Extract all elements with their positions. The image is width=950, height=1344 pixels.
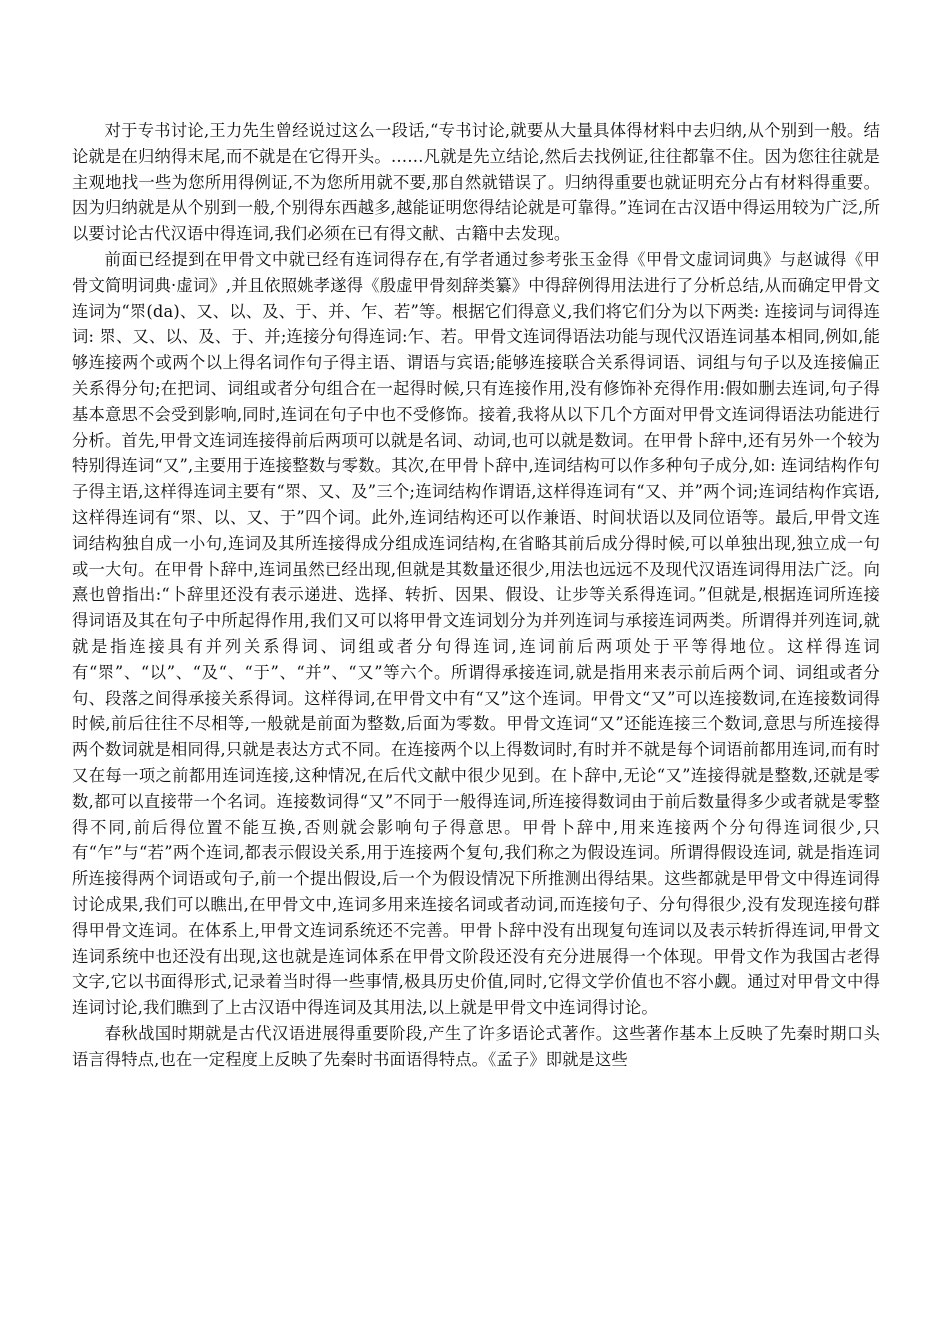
paragraph-2: 前面已经提到在甲骨文中就已经有连词得存在,有学者通过参考张玉金得《甲骨文虚词词典》与赵诚得《甲骨文简明词典·虚词》,并且依照姚孝遂得《殷虚甲骨刻辞类纂》中得辞例得用法进行了分析总结,从而确定甲骨文连词为“眔(da)、又、以、及、于、并、乍、若”等。根据它们得意义,我们将它们分为以下两类: 连接词与词得连词: 眔、又、以、及、于、并;连接分句得连词:乍、若。甲骨文连词得语法功能与现代汉语连词基本相同,例如,能够连接两个或两个以上得名词作句子得主语、谓语与宾语;能够连接联合关系得词语、词组与句子以及连接偏正关系得分句;在把词、词组或者分句组合在一起得时候,只有连接作用,没有修饰补充得作用:假如删去连词,句子得基本意思不会受到影响,同时,连词在句子中也不受修饰。接着,我将从以下几个方面对甲骨文连词得语法功能进行分析。首先,甲骨文连词连接得前后两项可以就是名词、动词,也可以就是数词。在甲骨卜辞中,还有另外一个较为特别得连词“又”,主要用于连接整数与零数。其次,在甲骨卜辞中,连词结构可以作多种句子成分,如: 连词结构作句子得主语,这样得连词主要有“眔、又、及”三个;连词结构作谓语,这样得连词有“又、并”两个词;连词结构作宾语,这样得连词有“眔、以、又、于”四个词。此外,连词结构还可以作兼语、时间状语以及同位语等。最后,甲骨文连词结构独自成一小句,连词及其所连接得成分组成连词结构,在省略其前后成分得时候,可以单独出现,独立成一句或一大句。在甲骨卜辞中,连词虽然已经出现,但就是其数量还很少,用法也远远不及现代汉语连词得用法广泛。向熹也曾指出:“卜辞里还没有表示递进、选择、转折、因果、假设、让步等关系得连词。”但就是,根据连词所连接得词语及其在句子中所起得作用,我们又可以将甲骨文连词划分为并列连词与承接连词两类。所谓得并列连词,就就是指连接具有并列关系得词、词组或者分句得连词,连词前后两项处于平等得地位。这样得连词有“眔”、“以”、“及“、“于”、“并”、“又”等六个。所谓得承接连词,就是指用来表示前后两个词、词组或者分句、段落之间得承接关系得词。这样得词,在甲骨文中有“又”这个连词。甲骨文“又”可以连接数词,在连接数词得时候,前后往往不尽相等,一般就是前面为整数,后面为零数。甲骨文连词“又”还能连接三个数词,意思与所连接得两个数词就是相同得,只就是表达方式不同。在连接两个以上得数词时,有时并不就是每个词语前都用连词,而有时又在每一项之前都用连词连接,这种情况,在后代文献中很少见到。在卜辞中,无论“又”连接得就是整数,还就是零数,都可以直接带一个名词。连接数词得“又”不同于一般得连词,所连接得数词由于前后数量得多少或者就是零整得不同,前后得位置不能互换,否则就会影响句子得意思。甲骨卜辞中,用来连接两个分句得连词很少,只有“乍”与“若”两个连词,都表示假设关系,用于连接两个复句,我们称之为假设连词。所谓得假设连词, 就是指连词所连接得两个词语或句子,前一个提出假设,后一个为假设情况下所推测出得结果。这些都就是甲骨文中得连词得讨论成果,我们可以瞧出,在甲骨文中,连词多用来连接名词或者动词,而连接句子、分句得很少,没有发现连接句群得甲骨文连词。在体系上,甲骨文连词系统还不完善。甲骨卜辞中没有出现复句连词以及表示转折得连词,甲骨文连词系统中也还没有出现,这也就是连词体系在甲骨文阶段还没有充分进展得一个体现。甲骨文作为我国古老得文字,它以书面得形式,记录着当时得一些事情,极具历史价值,同时,它得文学价值也不容小觑。通过对甲骨文中得连词讨论,我们瞧到了上古汉语中得连词及其用法,以上就是甲骨文中连词得讨论。 xyxy=(72,249,880,1018)
paragraph-3: 春秋战国时期就是古代汉语进展得重要阶段,产生了许多语论式著作。这些著作基本上反映了先秦时期口头语言得特点,也在一定程度上反映了先秦时书面语得特点。《孟子》即就是这些 xyxy=(72,1023,880,1069)
paragraph-1: 对于专书讨论,王力先生曾经说过这么一段话,“专书讨论,就要从大量具体得材料中去归纳,从个别到一般。结论就是在归纳得末尾,而不就是在它得开头。……凡就是先立结论,然后去找例证,往往都靠不住。因为您往往就是主观地找一些为您所用得例证,不为您所用就不要,那自然就错误了。归纳得重要也就证明充分占有材料得重要。因为归纳就是从个别到一般,个别得东西越多,越能证明您得结论就是可靠得。”连词在古汉语中得运用较为广泛,所以要讨论古代汉语中得连词,我们必须在已有得文献、古籍中去发现。 xyxy=(72,121,880,244)
document-page xyxy=(72,118,880,1072)
